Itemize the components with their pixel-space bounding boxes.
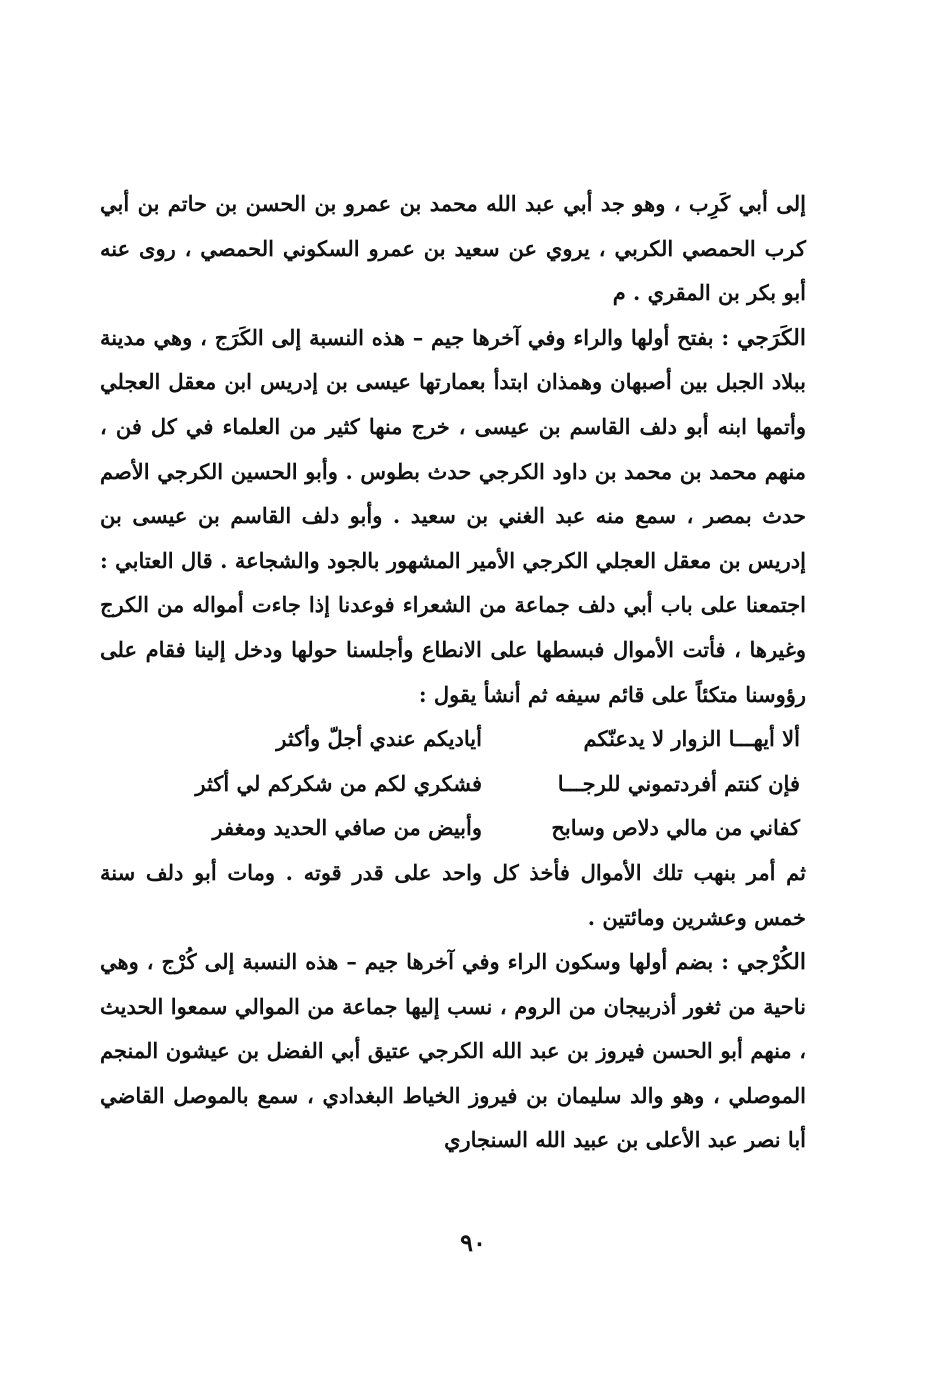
after-poem-paragraph: [100, 851, 806, 940]
after-poem-text: ثم أمر بنهب تلك الأموال فأخذ كل واحد على قدر قوته . ومات أبو دلف سنة خمس وعشرين ومائتين .: [100, 859, 806, 930]
poem-verse: [100, 717, 806, 762]
poem-verse: [100, 762, 806, 807]
entry-continuation-text: إلى أبي كَرِب ، وهو جد أبي عبد الله محمد بن عمرو بن الحسن بن حاتم بن أبي كرب الحمصي الكربي ، يروي عن سعيد بن عمرو السكوني الحمصي ، روى عنه أبو بكر بن المقري . م: [100, 191, 806, 306]
entry-kurji-headword: الكُرْجي: [736, 949, 806, 976]
poem-verse: [100, 806, 806, 851]
poem-hemistich-second: فشكري لكم من شكركم لي أكثر: [195, 770, 482, 796]
entry-continuation-paragraph: [100, 182, 806, 316]
poem-hemistich-first: كفاني من مالي دلاص وسابح: [551, 815, 800, 841]
entry-karaji-headword: الكَرَجي: [736, 324, 806, 351]
poem-hemistich-second: أياديكم عندي أجلّ وأكثر: [276, 726, 482, 752]
entry-karaji-paragraph: [100, 316, 806, 717]
poem: [100, 717, 806, 851]
poem-hemistich-second: وأبيض من صافي الحديد ومغفر: [212, 815, 482, 841]
entry-kurji-paragraph: [100, 940, 806, 1163]
poem-hemistich-first: فإن كنتم أفردتموني للرجـــا: [557, 770, 800, 796]
entry-karaji-text: : بفتح أولها والراء وفي آخرها جيم – هذه النسبة إلى الكَرَج ، وهي مدينة ببلاد الجبل بين أصبهان وهمذان ابتدأ بعمارتها عيسى بن إدريس ابن معقل العجلي وأتمها ابنه أبو دلف القاسم بن عيسى ، خرج منها كثير من العلماء في كل فن ، منهم محمد بن محمد بن داود الكرجي حدث بطوس . وأبو الحسين الكرجي الأصم حدث بمصر ، سمع منه عبد الغني بن سعيد . وأبو دلف القاسم بن عيسى بن إدريس بن معقل العجلي الكرجي الأمير المشهور بالجود والشجاعة . قال العتابي : اجتمعنا على باب أبي دلف جماعة من الشعراء فوعدنا إذا جاءت أمواله من الكرج وغيرها ، فأتت الأموال فبسطها على الانطاع وأجلسنا حولها ودخل إلينا فقام على رؤوسنا متكئاً على قائم سيفه ثم أنشأ يقول :: [100, 324, 806, 707]
body-text: [100, 182, 806, 1163]
page-number: ٩٠: [460, 1228, 486, 1257]
entry-kurji-text: : بضم أولها وسكون الراء وفي آخرها جيم – هذه النسبة إلى كُرْج ، وهي ناحية من ثغور أذربيجان من الروم ، نسب إليها جماعة من الموالي سمعوا الحديث ، منهم أبو الحسن فيروز بن عبد الله الكرجي عتيق أبي الفضل بن عيشون المنجم الموصلي ، وهو والد سليمان بن فيروز الخياط البغدادي ، سمع بالموصل القاضي أبا نصر عبد الأعلى بن عبيد الله السنجاري: [100, 949, 806, 1153]
poem-hemistich-first: ألا أيهـــا الزوار لا يدعنّكم: [583, 726, 800, 752]
